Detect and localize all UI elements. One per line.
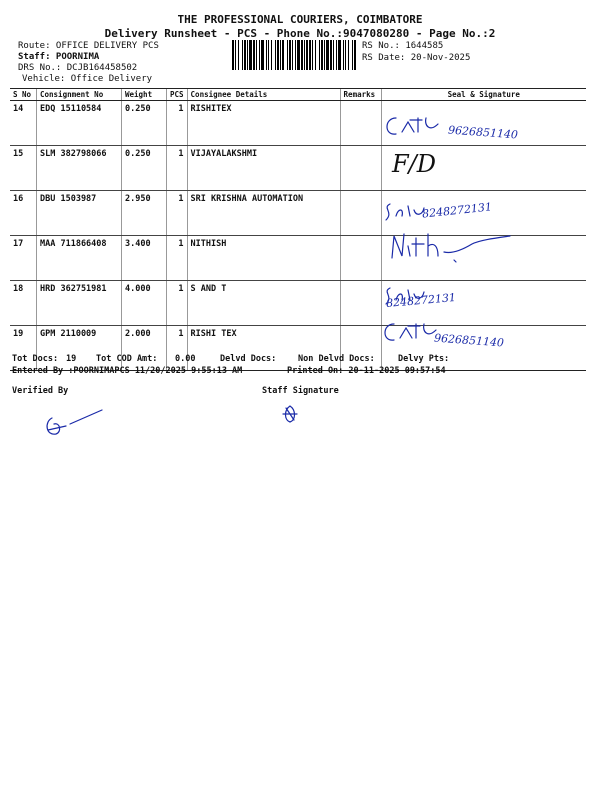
col-remarks-header: Remarks bbox=[340, 89, 381, 101]
row-consignment: HRD 362751981 bbox=[37, 281, 122, 326]
col-consignment-header: Consignment No bbox=[37, 89, 122, 101]
row-consignee: VIJAYALAKSHMI bbox=[187, 146, 340, 191]
verified-by-label: Verified By bbox=[12, 386, 69, 396]
col-consignee-header: Consignee Details bbox=[187, 89, 340, 101]
row-consignment: EDQ 15110584 bbox=[37, 101, 122, 146]
row-remarks bbox=[340, 146, 381, 191]
signature-fd-15: F/D bbox=[392, 150, 436, 178]
col-sno-header: S No bbox=[10, 89, 37, 101]
printed-on: Printed On: 20-11-2025 09:57:54 bbox=[287, 366, 446, 376]
signature-phone-18: 8248272131 bbox=[385, 290, 457, 311]
row-weight: 0.250 bbox=[122, 146, 167, 191]
tot-docs-label: Tot Docs: bbox=[12, 354, 59, 364]
ink-dot-icon bbox=[450, 256, 460, 266]
row-remarks bbox=[340, 236, 381, 281]
row-weight: 4.000 bbox=[122, 281, 167, 326]
row-sno: 17 bbox=[10, 236, 37, 281]
row-remarks bbox=[340, 281, 381, 326]
table-row bbox=[10, 146, 586, 191]
tot-docs-value: 19 bbox=[66, 354, 77, 364]
signature-phone-19: 9626851140 bbox=[433, 331, 505, 350]
runsheet-title: Delivery Runsheet - PCS - Phone No.:9047080280 - Page No.:2 bbox=[104, 27, 496, 40]
row-consignee: RISHI TEX bbox=[187, 326, 340, 371]
delvd-docs-label: Delvd Docs: bbox=[220, 354, 277, 364]
staff-signature-label: Staff Signature bbox=[262, 386, 339, 396]
signature-phone-16: 8248272131 bbox=[421, 200, 493, 221]
row-weight: 3.400 bbox=[122, 236, 167, 281]
row-pcs: 1 bbox=[167, 101, 188, 146]
row-consignee: SRI KRISHNA AUTOMATION bbox=[187, 191, 340, 236]
row-remarks bbox=[340, 191, 381, 236]
row-remarks bbox=[340, 101, 381, 146]
row-weight: 0.250 bbox=[122, 101, 167, 146]
rs-date: RS Date: 20-Nov-2025 bbox=[362, 53, 471, 63]
entered-by: Entered By :POORNIMAPCS 11/20/2025 9:55:13 AM bbox=[12, 366, 243, 376]
delvy-pts-label: Delvy Pts: bbox=[398, 354, 450, 364]
row-pcs: 1 bbox=[167, 146, 188, 191]
row-consignee: RISHITEX bbox=[187, 101, 340, 146]
row-consignment: DBU 1503987 bbox=[37, 191, 122, 236]
row-weight: 2.950 bbox=[122, 191, 167, 236]
row-weight: 2.000 bbox=[122, 326, 167, 371]
rs-number: RS No.: 1644585 bbox=[362, 41, 444, 51]
row-consignment: SLM 382798066 bbox=[37, 146, 122, 191]
table-row bbox=[10, 281, 586, 326]
row-sno: 15 bbox=[10, 146, 37, 191]
vehicle-line: Vehicle: Office Delivery bbox=[22, 74, 153, 84]
staff-signature-icon bbox=[280, 404, 300, 426]
row-consignee: NITHISH bbox=[187, 236, 340, 281]
row-sno: 16 bbox=[10, 191, 37, 236]
row-sno: 14 bbox=[10, 101, 37, 146]
col-signature-header: Seal & Signature bbox=[381, 89, 586, 101]
table-header-row bbox=[10, 89, 586, 101]
non-delvd-docs-label: Non Delvd Docs: bbox=[298, 354, 375, 364]
row-pcs: 1 bbox=[167, 281, 188, 326]
verifier-signature-icon bbox=[40, 408, 106, 444]
route-line: Route: OFFICE DELIVERY PCS bbox=[18, 41, 159, 51]
tot-cod-label: Tot COD Amt: bbox=[96, 354, 158, 364]
col-pcs-header: PCS bbox=[167, 89, 188, 101]
col-weight-header: Weight bbox=[122, 89, 167, 101]
row-sno: 18 bbox=[10, 281, 37, 326]
row-consignment: MAA 711866408 bbox=[37, 236, 122, 281]
row-pcs: 1 bbox=[167, 191, 188, 236]
barcode-icon bbox=[230, 40, 358, 70]
row-consignment: GPM 2110009 bbox=[37, 326, 122, 371]
tot-cod-value: 0.00 bbox=[175, 354, 196, 364]
row-consignee: S AND T bbox=[187, 281, 340, 326]
signature-phone-14: 9626851140 bbox=[447, 123, 519, 142]
company-title: THE PROFESSIONAL COURIERS, COIMBATORE bbox=[177, 13, 423, 26]
row-pcs: 1 bbox=[167, 326, 188, 371]
row-pcs: 1 bbox=[167, 236, 188, 281]
staff-line: Staff: POORNIMA bbox=[18, 52, 100, 62]
drs-number: DRS No.: DCJB164458502 bbox=[18, 63, 138, 73]
row-sno: 19 bbox=[10, 326, 37, 371]
